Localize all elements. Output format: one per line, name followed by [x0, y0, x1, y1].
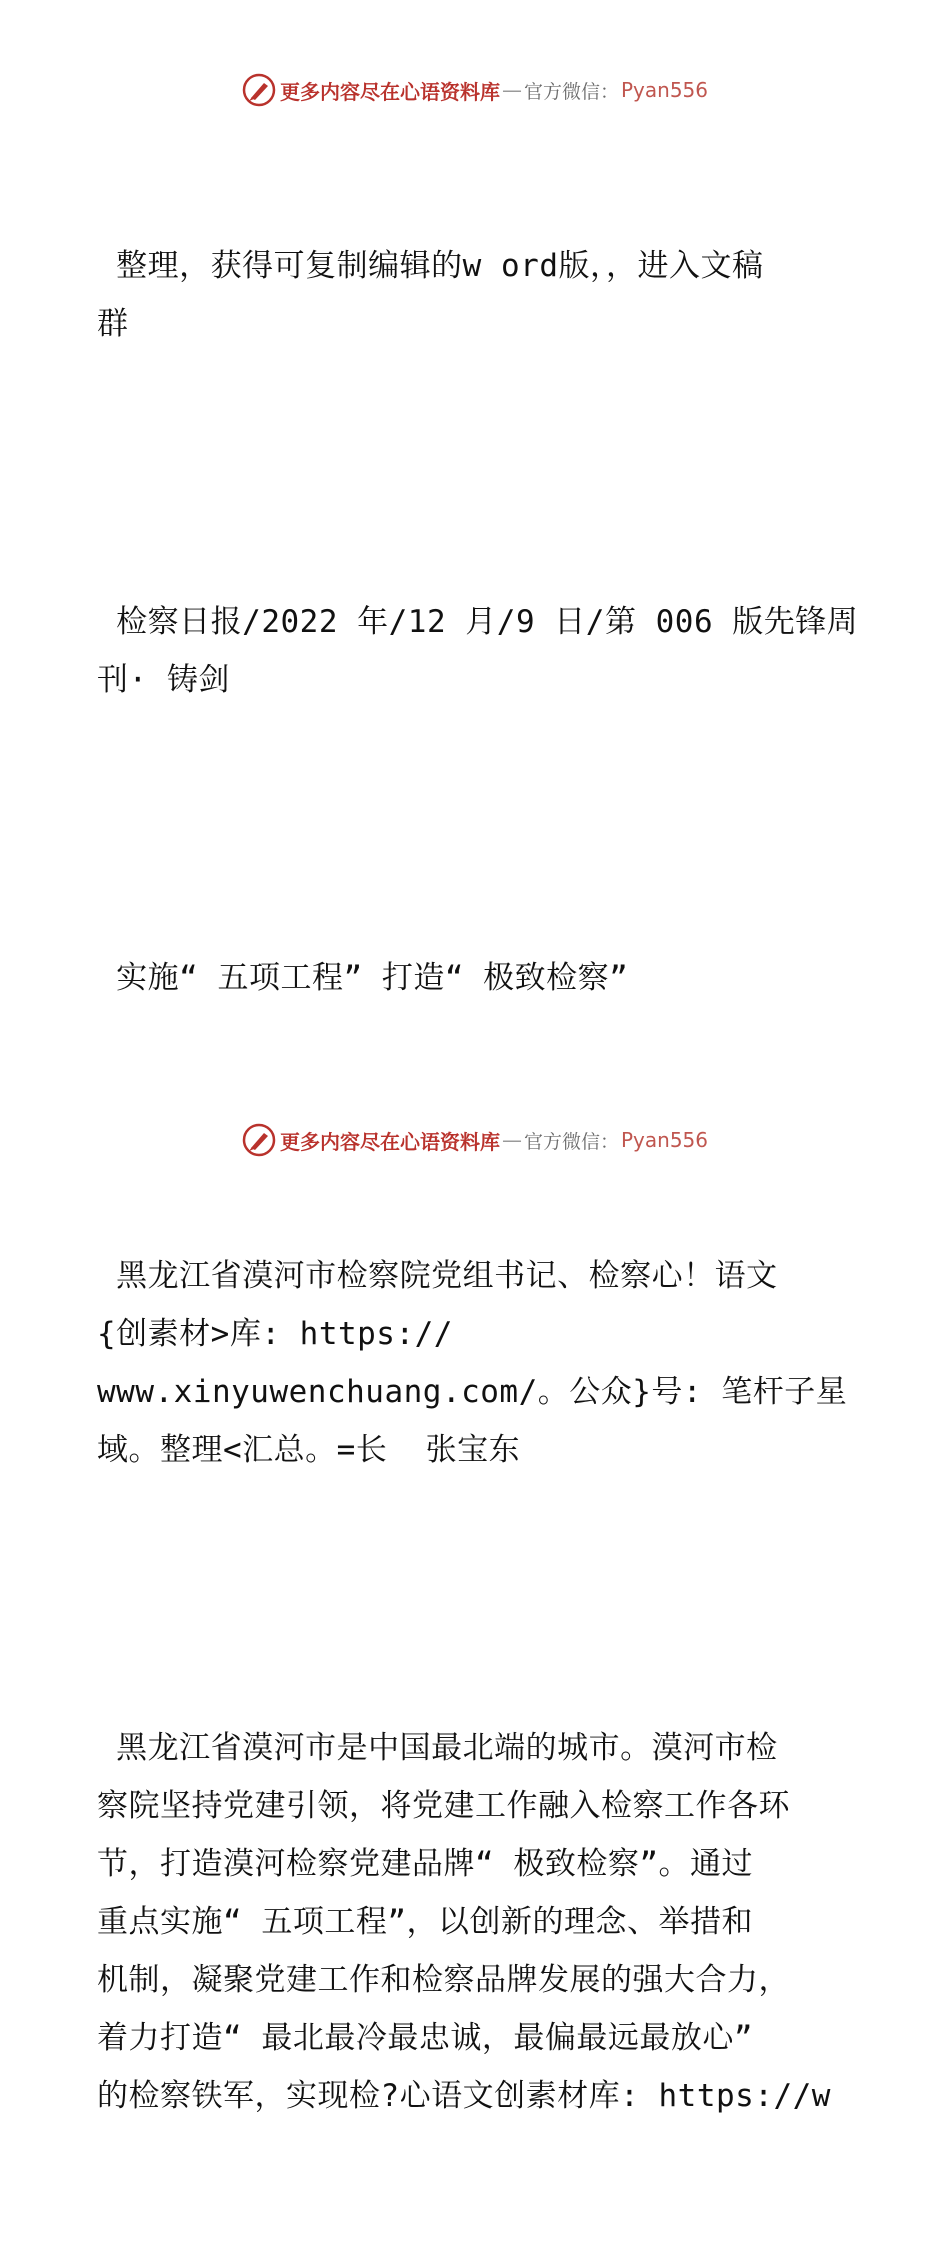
text-line: 着力打造“ 最北最冷最忠诚，最偏最远最放心”	[97, 2020, 753, 2056]
text-line: {创素材>库: https://	[97, 1316, 453, 1352]
watermark-wechat-id: Pyan556	[621, 1128, 709, 1152]
author-paragraph	[97, 1131, 857, 1595]
pen-logo-icon	[242, 73, 276, 107]
title-line: 实施“ 五项工程” 打造“ 极致检察”	[97, 960, 629, 996]
watermark-main-text: 更多内容尽在心语资料库	[279, 1129, 500, 1154]
watermark-wechat-id: Pyan556	[621, 78, 709, 102]
text-line: 检察日报/2022 年/12 月/9 日/第 006 版先锋周	[97, 604, 859, 640]
watermark-main-text: 更多内容尽在心语资料库	[279, 79, 500, 104]
text-line: 察院坚持党建引领，将党建工作融入检察工作各环	[97, 1788, 790, 1824]
text-line: www.xinyuwenchuang.com/。公众}号: 笔杆子星	[97, 1374, 848, 1410]
text-line: 黑龙江省漠河市检察院党组书记、检察心！语文	[97, 1258, 778, 1294]
source-paragraph	[97, 477, 857, 825]
text-line: 的检察铁军，实现检?心语文创素材库: https://w	[97, 2078, 831, 2114]
text-line: 域。整理<汇总。=长 张宝东	[97, 1432, 521, 1468]
header-watermark	[0, 70, 950, 110]
footer-watermark	[0, 1120, 950, 1160]
watermark-dash: —	[501, 78, 522, 102]
document-body	[97, 121, 857, 2241]
text-line: 机制，凝聚党建工作和检察品牌发展的强大合力，	[97, 1962, 790, 1998]
watermark-dash: —	[501, 1128, 522, 1152]
watermark-label: 官方微信：	[523, 1130, 619, 1153]
pen-logo-icon	[242, 1123, 276, 1157]
text-line: 重点实施“ 五项工程”，以创新的理念、举措和	[97, 1904, 753, 1940]
text-line: 节，打造漠河检察党建品牌“ 极致检察”。通过	[97, 1846, 753, 1882]
text-line: 刊· 铸剑	[97, 662, 230, 698]
body-paragraph	[97, 1603, 857, 2241]
watermark-label: 官方微信：	[523, 80, 619, 103]
article-title	[97, 833, 857, 1123]
text-line: 黑龙江省漠河市是中国最北端的城市。漠河市检	[97, 1730, 778, 1766]
intro-paragraph	[97, 121, 857, 469]
text-line: 群	[97, 306, 129, 342]
text-line: 整理，获得可复制编辑的w ord版，，进入文稿	[97, 248, 764, 284]
